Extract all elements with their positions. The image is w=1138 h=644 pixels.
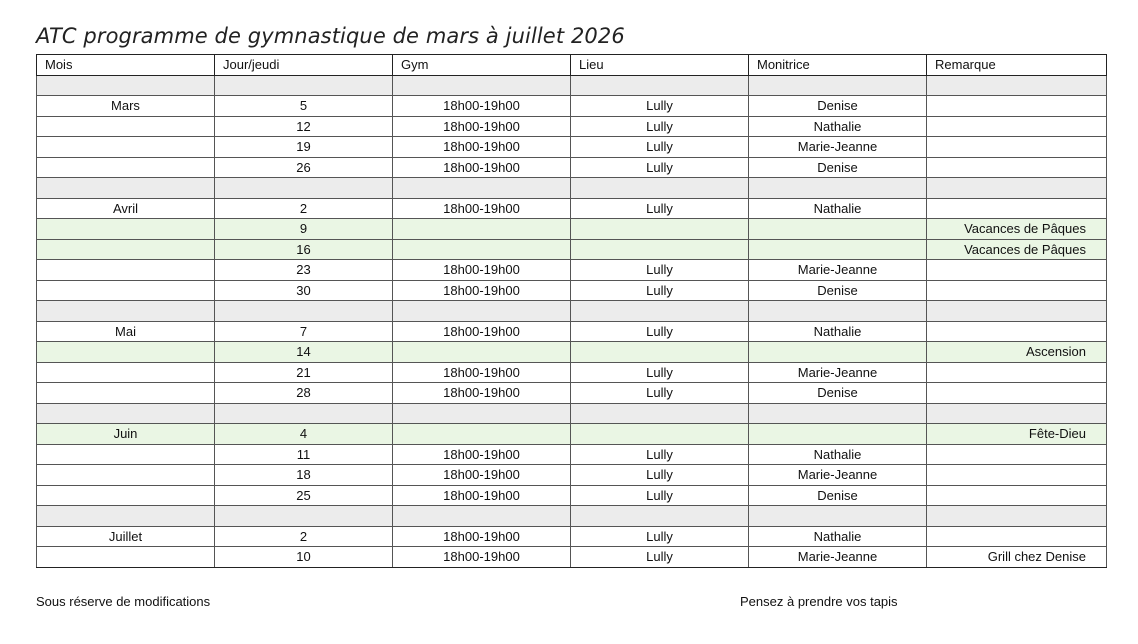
holiday-row: [37, 239, 1107, 260]
remark-cell: [927, 137, 1107, 158]
month-cell: [37, 280, 215, 301]
remark-cell: [927, 485, 1107, 506]
location-cell: Lully: [571, 485, 749, 506]
gym-time-cell: 18h00-19h00: [393, 362, 571, 383]
day-cell: 16: [215, 239, 393, 260]
day-cell: 11: [215, 444, 393, 465]
remark-cell: [927, 403, 1107, 424]
instructor-cell: Marie-Jeanne: [749, 137, 927, 158]
instructor-cell: [749, 301, 927, 322]
day-cell: 5: [215, 96, 393, 117]
gym-time-cell: 18h00-19h00: [393, 465, 571, 486]
footer-note-tapis: Pensez à prendre vos tapis: [740, 594, 898, 609]
month-cell: [37, 403, 215, 424]
month-cell: [37, 485, 215, 506]
location-cell: Lully: [571, 526, 749, 547]
instructor-cell: [749, 239, 927, 260]
gym-time-cell: 18h00-19h00: [393, 444, 571, 465]
month-cell: [37, 465, 215, 486]
instructor-cell: Denise: [749, 96, 927, 117]
table-row: [37, 362, 1107, 383]
instructor-cell: Denise: [749, 485, 927, 506]
remark-cell: [927, 301, 1107, 322]
day-cell: 12: [215, 116, 393, 137]
remark-cell: [927, 383, 1107, 404]
column-header-mois: Mois: [37, 55, 215, 76]
remark-cell: [927, 444, 1107, 465]
instructor-cell: Nathalie: [749, 526, 927, 547]
month-cell: [37, 178, 215, 199]
gym-time-cell: 18h00-19h00: [393, 198, 571, 219]
remark-cell: [927, 280, 1107, 301]
instructor-cell: Marie-Jeanne: [749, 547, 927, 568]
instructor-cell: Nathalie: [749, 198, 927, 219]
column-header-gym: Gym: [393, 55, 571, 76]
month-cell: [37, 301, 215, 322]
table-row: [37, 444, 1107, 465]
location-cell: Lully: [571, 116, 749, 137]
day-cell: 14: [215, 342, 393, 363]
instructor-cell: [749, 178, 927, 199]
gym-time-cell: 18h00-19h00: [393, 96, 571, 117]
month-cell: [37, 547, 215, 568]
gym-time-cell: [393, 403, 571, 424]
column-header-remarque: Remarque: [927, 55, 1107, 76]
location-cell: [571, 239, 749, 260]
location-cell: Lully: [571, 465, 749, 486]
gym-time-cell: 18h00-19h00: [393, 321, 571, 342]
day-cell: 4: [215, 424, 393, 445]
remark-cell: Fête-Dieu: [927, 424, 1107, 445]
instructor-cell: [749, 342, 927, 363]
table-row: [37, 465, 1107, 486]
gym-time-cell: [393, 506, 571, 527]
footer-note-modifications: Sous réserve de modifications: [36, 594, 211, 609]
instructor-cell: [749, 424, 927, 445]
instructor-cell: [749, 75, 927, 96]
day-cell: 7: [215, 321, 393, 342]
remark-cell: Vacances de Pâques: [927, 239, 1107, 260]
instructor-cell: Nathalie: [749, 116, 927, 137]
day-cell: 23: [215, 260, 393, 281]
remark-cell: [927, 506, 1107, 527]
day-cell: 19: [215, 137, 393, 158]
holiday-row: [37, 342, 1107, 363]
gym-time-cell: 18h00-19h00: [393, 260, 571, 281]
day-cell: [215, 301, 393, 322]
instructor-cell: Marie-Jeanne: [749, 465, 927, 486]
table-row: [37, 198, 1107, 219]
gym-time-cell: 18h00-19h00: [393, 157, 571, 178]
gym-time-cell: [393, 75, 571, 96]
month-cell: [37, 260, 215, 281]
gym-time-cell: [393, 178, 571, 199]
table-row: [37, 137, 1107, 158]
instructor-cell: [749, 403, 927, 424]
month-cell: [37, 506, 215, 527]
table-row: [37, 321, 1107, 342]
table-row: [37, 157, 1107, 178]
location-cell: Lully: [571, 137, 749, 158]
instructor-cell: [749, 219, 927, 240]
location-cell: [571, 403, 749, 424]
location-cell: Lully: [571, 383, 749, 404]
instructor-cell: Nathalie: [749, 321, 927, 342]
gym-time-cell: [393, 301, 571, 322]
day-cell: 21: [215, 362, 393, 383]
gym-time-cell: 18h00-19h00: [393, 547, 571, 568]
remark-cell: [927, 321, 1107, 342]
month-cell: Mai: [37, 321, 215, 342]
spacer-row: [37, 178, 1107, 199]
day-cell: [215, 75, 393, 96]
remark-cell: Ascension: [927, 342, 1107, 363]
instructor-cell: Denise: [749, 280, 927, 301]
table-row: [37, 280, 1107, 301]
remark-cell: Grill chez Denise: [927, 547, 1107, 568]
table-row: [37, 485, 1107, 506]
remark-cell: [927, 198, 1107, 219]
gym-time-cell: [393, 219, 571, 240]
instructor-cell: [749, 506, 927, 527]
location-cell: [571, 178, 749, 199]
month-cell: [37, 137, 215, 158]
gym-time-cell: 18h00-19h00: [393, 526, 571, 547]
location-cell: [571, 219, 749, 240]
remark-cell: [927, 116, 1107, 137]
day-cell: [215, 403, 393, 424]
spacer-row: [37, 75, 1107, 96]
gym-time-cell: 18h00-19h00: [393, 116, 571, 137]
schedule-table: [36, 54, 1107, 568]
spacer-row: [37, 301, 1107, 322]
location-cell: Lully: [571, 321, 749, 342]
spacer-row: [37, 506, 1107, 527]
month-cell: [37, 362, 215, 383]
location-cell: Lully: [571, 280, 749, 301]
day-cell: 26: [215, 157, 393, 178]
instructor-cell: Nathalie: [749, 444, 927, 465]
table-row: [37, 547, 1107, 568]
location-cell: [571, 342, 749, 363]
location-cell: [571, 424, 749, 445]
table-row: [37, 96, 1107, 117]
location-cell: [571, 506, 749, 527]
remark-cell: [927, 526, 1107, 547]
gym-time-cell: [393, 424, 571, 445]
day-cell: 2: [215, 198, 393, 219]
month-cell: Juin: [37, 424, 215, 445]
day-cell: 9: [215, 219, 393, 240]
gym-time-cell: 18h00-19h00: [393, 137, 571, 158]
instructor-cell: Denise: [749, 157, 927, 178]
day-cell: 2: [215, 526, 393, 547]
remark-cell: [927, 465, 1107, 486]
holiday-row: [37, 219, 1107, 240]
remark-cell: Vacances de Pâques: [927, 219, 1107, 240]
month-cell: [37, 157, 215, 178]
location-cell: Lully: [571, 444, 749, 465]
month-cell: [37, 116, 215, 137]
location-cell: Lully: [571, 157, 749, 178]
day-cell: 28: [215, 383, 393, 404]
table-header-row: [37, 55, 1107, 76]
month-cell: [37, 239, 215, 260]
location-cell: [571, 75, 749, 96]
remark-cell: [927, 75, 1107, 96]
day-cell: [215, 506, 393, 527]
column-header-monitrice: Monitrice: [749, 55, 927, 76]
gym-time-cell: 18h00-19h00: [393, 383, 571, 404]
day-cell: 10: [215, 547, 393, 568]
gym-time-cell: 18h00-19h00: [393, 280, 571, 301]
day-cell: 30: [215, 280, 393, 301]
month-cell: Mars: [37, 96, 215, 117]
column-header-lieu: Lieu: [571, 55, 749, 76]
gym-time-cell: [393, 342, 571, 363]
table-row: [37, 526, 1107, 547]
gym-time-cell: [393, 239, 571, 260]
location-cell: Lully: [571, 260, 749, 281]
instructor-cell: Marie-Jeanne: [749, 260, 927, 281]
table-row: [37, 383, 1107, 404]
month-cell: [37, 444, 215, 465]
location-cell: Lully: [571, 547, 749, 568]
day-cell: 18: [215, 465, 393, 486]
column-header-jour: Jour/jeudi: [215, 55, 393, 76]
remark-cell: [927, 157, 1107, 178]
month-cell: [37, 383, 215, 404]
month-cell: [37, 219, 215, 240]
day-cell: 25: [215, 485, 393, 506]
holiday-row: [37, 424, 1107, 445]
remark-cell: [927, 178, 1107, 199]
remark-cell: [927, 362, 1107, 383]
table-row: [37, 260, 1107, 281]
month-cell: Juillet: [37, 526, 215, 547]
table-row: [37, 116, 1107, 137]
remark-cell: [927, 260, 1107, 281]
month-cell: Avril: [37, 198, 215, 219]
instructor-cell: Denise: [749, 383, 927, 404]
month-cell: [37, 342, 215, 363]
table-body: [37, 75, 1107, 567]
page-title: ATC programme de gymnastique de mars à juillet 2026: [36, 24, 625, 48]
remark-cell: [927, 96, 1107, 117]
month-cell: [37, 75, 215, 96]
location-cell: Lully: [571, 96, 749, 117]
day-cell: [215, 178, 393, 199]
location-cell: [571, 301, 749, 322]
gym-time-cell: 18h00-19h00: [393, 485, 571, 506]
instructor-cell: Marie-Jeanne: [749, 362, 927, 383]
spacer-row: [37, 403, 1107, 424]
location-cell: Lully: [571, 198, 749, 219]
location-cell: Lully: [571, 362, 749, 383]
